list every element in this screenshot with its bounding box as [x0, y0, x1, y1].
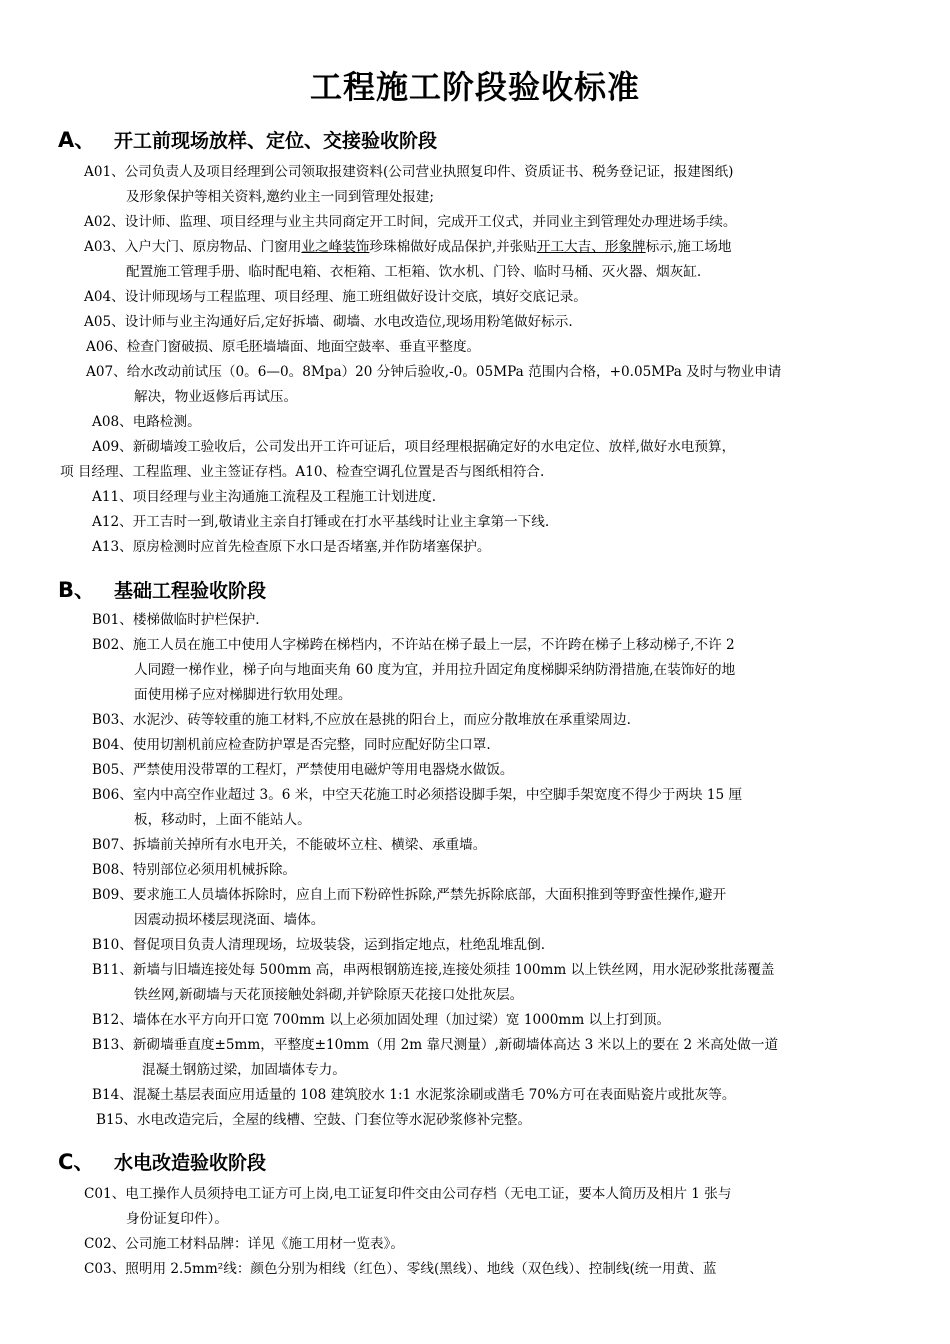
item-text: 珍珠棉做好成品保护,并张贴: [369, 239, 537, 255]
item-b11-cont: 铁丝网,新砌墙与天花顶接触处斜砌,并铲除原天花接口处批灰层。: [134, 987, 524, 1003]
item-code: B01、: [92, 612, 133, 628]
item-text: 开工吉时一到,敬请业主亲自打锤或在打水平基线时让业主拿第一下线.: [132, 514, 550, 530]
item-text: 给水改动前试压（0。6—0。8Mpa）20 分钟后验收,-0。05MPa 范围内合格，+0.05MPa 及时与物业申请: [126, 364, 782, 380]
item-b08: [92, 858, 296, 883]
item-code: A13、: [92, 539, 133, 555]
item-code: B14、: [92, 1087, 133, 1103]
item-text: 设计师与业主沟通好后,定好拆墙、砌墙、水电改造位,现场用粉笔做好标示.: [124, 314, 573, 330]
item-code: A11、: [92, 489, 133, 505]
item-code: A12、: [92, 514, 133, 530]
item-b05: [92, 758, 514, 783]
item-text: 严禁使用没带罩的工程灯，严禁使用电磁炉等用电器烧水做饭。: [132, 762, 514, 778]
item-text: 检查门窗破损、原毛胚墙墙面、地面空鼓率、垂直平整度。: [126, 339, 481, 355]
item-code: B04、: [92, 737, 133, 753]
item-text: 拆墙前关掉所有水电开关，不能破坏立柱、横梁、承重墙。: [132, 837, 487, 853]
item-code: A01、: [84, 164, 125, 180]
item-code: B13、: [92, 1037, 133, 1053]
item-b04: [92, 733, 491, 758]
item-text: 标示,施工场地: [645, 239, 732, 255]
item-a03-cont: 配置施工管理手册、临时配电箱、衣柜箱、工柜箱、饮水机、门铃、临时马桶、灭火器、烟灰缸.: [126, 264, 702, 280]
item-text: 电工操作人员须持电工证方可上岗,电工证复印件交由公司存档（无电工证，要本人简历及相片 1 张与: [125, 1186, 732, 1202]
item-text: 新砌墙垂直度±5mm，平整度±10mm（用 2m 靠尺测量）,新砌墙体高达 3 米以上的要在 2 米高处做一道: [132, 1037, 779, 1053]
section-title: 基础工程验收阶段: [114, 580, 267, 602]
item-text: 项目经理与业主沟通施工流程及工程施工计划进度.: [132, 489, 437, 505]
item-a12: [92, 510, 549, 535]
item-text: 公司施工材料品牌：详见《施工用材一览表》。: [125, 1236, 404, 1252]
item-text: 照明用 2.5mm²线：颜色分别为相线（红色）、零线(黑线）、地线（双色线）、控制线(统一用黄、蓝: [125, 1261, 717, 1277]
item-text: 新砌墙竣工验收后，公司发出开工许可证后，项目经理根据确定好的水电定位、放样,做好水电预算，: [132, 439, 736, 455]
item-a04: [84, 285, 587, 310]
underlined-text: 开工大吉、形象牌: [536, 239, 646, 255]
item-text: 设计师现场与工程监理、项目经理、施工班组做好设计交底，填好交底记录。: [124, 289, 587, 305]
item-text: 水泥沙、砖等较重的施工材料,不应放在悬挑的阳台上，而应分散堆放在承重梁周边.: [132, 712, 631, 728]
item-text: 楼梯做临时护栏保护.: [132, 612, 260, 628]
item-text: 使用切割机前应检查防护罩是否完整，同时应配好防尘口罩.: [132, 737, 491, 753]
item-a05: [84, 310, 573, 335]
item-c03: [84, 1257, 716, 1282]
item-code: B05、: [92, 762, 133, 778]
section-letter: B、: [58, 578, 96, 602]
underlined-text: 业之峰装饰: [301, 239, 370, 255]
section-title: 开工前现场放样、定位、交接验收阶段: [114, 130, 438, 152]
item-b13: [92, 1033, 778, 1058]
item-c02: [84, 1232, 404, 1257]
item-text: 墙体在水平方向开口宽 700mm 以上必须加固处理（加过梁）宽 1000mm 以上打到顶。: [132, 1012, 671, 1028]
item-code: A06、: [86, 339, 127, 355]
item-code: B02、: [92, 637, 133, 653]
item-code: B10、: [92, 937, 133, 953]
item-a13: [92, 535, 490, 560]
item-a01: [84, 160, 733, 185]
item-a09-cont: 项 目经理、工程监理、业主签证存档。A10、检查空调孔位置是否与图纸相符合.: [60, 464, 545, 480]
item-a07: [86, 360, 781, 385]
item-b03: [92, 708, 631, 733]
item-text: 室内中高空作业超过 3。6 米，中空天花施工时必须搭设脚手架，中空脚手架宽度不得少于两块 15 厘: [132, 787, 743, 803]
section-b-heading: [58, 574, 266, 604]
item-code: A05、: [84, 314, 125, 330]
item-text: 特别部位必须用机械拆除。: [132, 862, 297, 878]
item-a03: [84, 235, 732, 260]
item-b07: [92, 833, 486, 858]
item-text: 电路检测。: [132, 414, 201, 430]
item-code: B15、: [96, 1112, 137, 1128]
item-a06: [86, 335, 480, 360]
item-code: A04、: [84, 289, 125, 305]
item-code: A08、: [92, 414, 133, 430]
item-b06: [92, 783, 742, 808]
item-a08: [92, 410, 201, 435]
item-b09: [92, 883, 726, 908]
item-code: C03、: [84, 1261, 126, 1277]
item-code: A07、: [86, 364, 127, 380]
item-b02-cont: 人同蹬一梯作业，梯子向与地面夹角 60 度为宜，并用拉升固定角度梯脚采纳防滑措施,在装饰好的地: [134, 662, 736, 678]
item-code: A03、: [84, 239, 125, 255]
item-b14: [92, 1083, 736, 1108]
item-code: B06、: [92, 787, 133, 803]
item-b13-cont: 混凝土钢筋过梁，加固墙体专力。: [142, 1062, 346, 1078]
item-text: 原房检测时应首先检查原下水口是否堵塞,并作防堵塞保护。: [132, 539, 491, 555]
item-b15: [96, 1108, 531, 1133]
section-letter: A、: [58, 128, 96, 152]
item-code: B07、: [92, 837, 133, 853]
item-text: 水电改造完后，全屋的线槽、空鼓、门套位等水泥砂浆修补完整。: [136, 1112, 532, 1128]
item-code: C01、: [84, 1186, 126, 1202]
item-b12: [92, 1008, 670, 1033]
item-b01: [92, 608, 260, 633]
section-letter: C、: [58, 1150, 95, 1174]
item-b10: [92, 933, 545, 958]
item-code: B12、: [92, 1012, 133, 1028]
item-code: B09、: [92, 887, 133, 903]
item-c01-cont: 身份证复印件）。: [126, 1211, 228, 1227]
item-text: 混凝土基层表面应用适量的 108 建筑胶水 1:1 水泥浆涂刷或凿毛 70%方可在表面贴瓷片或批灰等。: [132, 1087, 736, 1103]
item-b02: [92, 633, 735, 658]
section-title: 水电改造验收阶段: [114, 1152, 267, 1174]
section-c-heading: [58, 1146, 266, 1176]
item-text: 新墙与旧墙连接处每 500mm 高，串两根钢筋连接,连接处须挂 100mm 以上铁丝网，用水泥砂浆批荡覆盖: [132, 962, 775, 978]
item-text: 入户大门、原房物品、门窗用: [124, 239, 302, 255]
item-code: A02、: [84, 214, 125, 230]
document-title: 工程施工阶段验收标准: [309, 68, 640, 106]
item-code: B03、: [92, 712, 133, 728]
item-b09-cont: 因震动损坏楼层现浇面、墙体。: [134, 912, 325, 928]
item-code: A09、: [92, 439, 133, 455]
item-text: 督促项目负责人清理现场，垃圾装袋，运到指定地点，杜绝乱堆乱倒.: [132, 937, 546, 953]
item-text: 要求施工人员墙体拆除时，应自上而下粉碎性拆除,严禁先拆除底部，大面积推到等野蛮性操作,避开: [132, 887, 727, 903]
item-text: 施工人员在施工中使用人字梯跨在梯档内，不许站在梯子最上一层，不许跨在梯子上移动梯子,不许 2: [132, 637, 735, 653]
item-b06-cont: 板，移动时，上面不能站人。: [134, 812, 311, 828]
item-a07-cont: 解决，物业返修后再试压。: [134, 389, 298, 405]
item-code: B08、: [92, 862, 133, 878]
item-a02: [84, 210, 736, 235]
item-a11: [92, 485, 436, 510]
item-a01-cont: 及形象保护等相关资料,邀约业主一同到管理处报建;: [126, 189, 434, 205]
item-a09: [92, 435, 735, 460]
item-b02-cont: 面使用梯子应对梯脚进行软用处理。: [134, 687, 352, 703]
item-b11: [92, 958, 775, 983]
item-code: B11、: [92, 962, 133, 978]
item-text: 设计师、监理、项目经理与业主共同商定开工时间，完成开工仪式，并同业主到管理处办理进场手续。: [124, 214, 737, 230]
section-a-heading: [58, 124, 437, 154]
item-code: C02、: [84, 1236, 126, 1252]
item-text: 公司负责人及项目经理到公司领取报建资料(公司营业执照复印件、资质证书、税务登记证，报建图纸): [124, 164, 734, 180]
item-c01: [84, 1182, 731, 1207]
